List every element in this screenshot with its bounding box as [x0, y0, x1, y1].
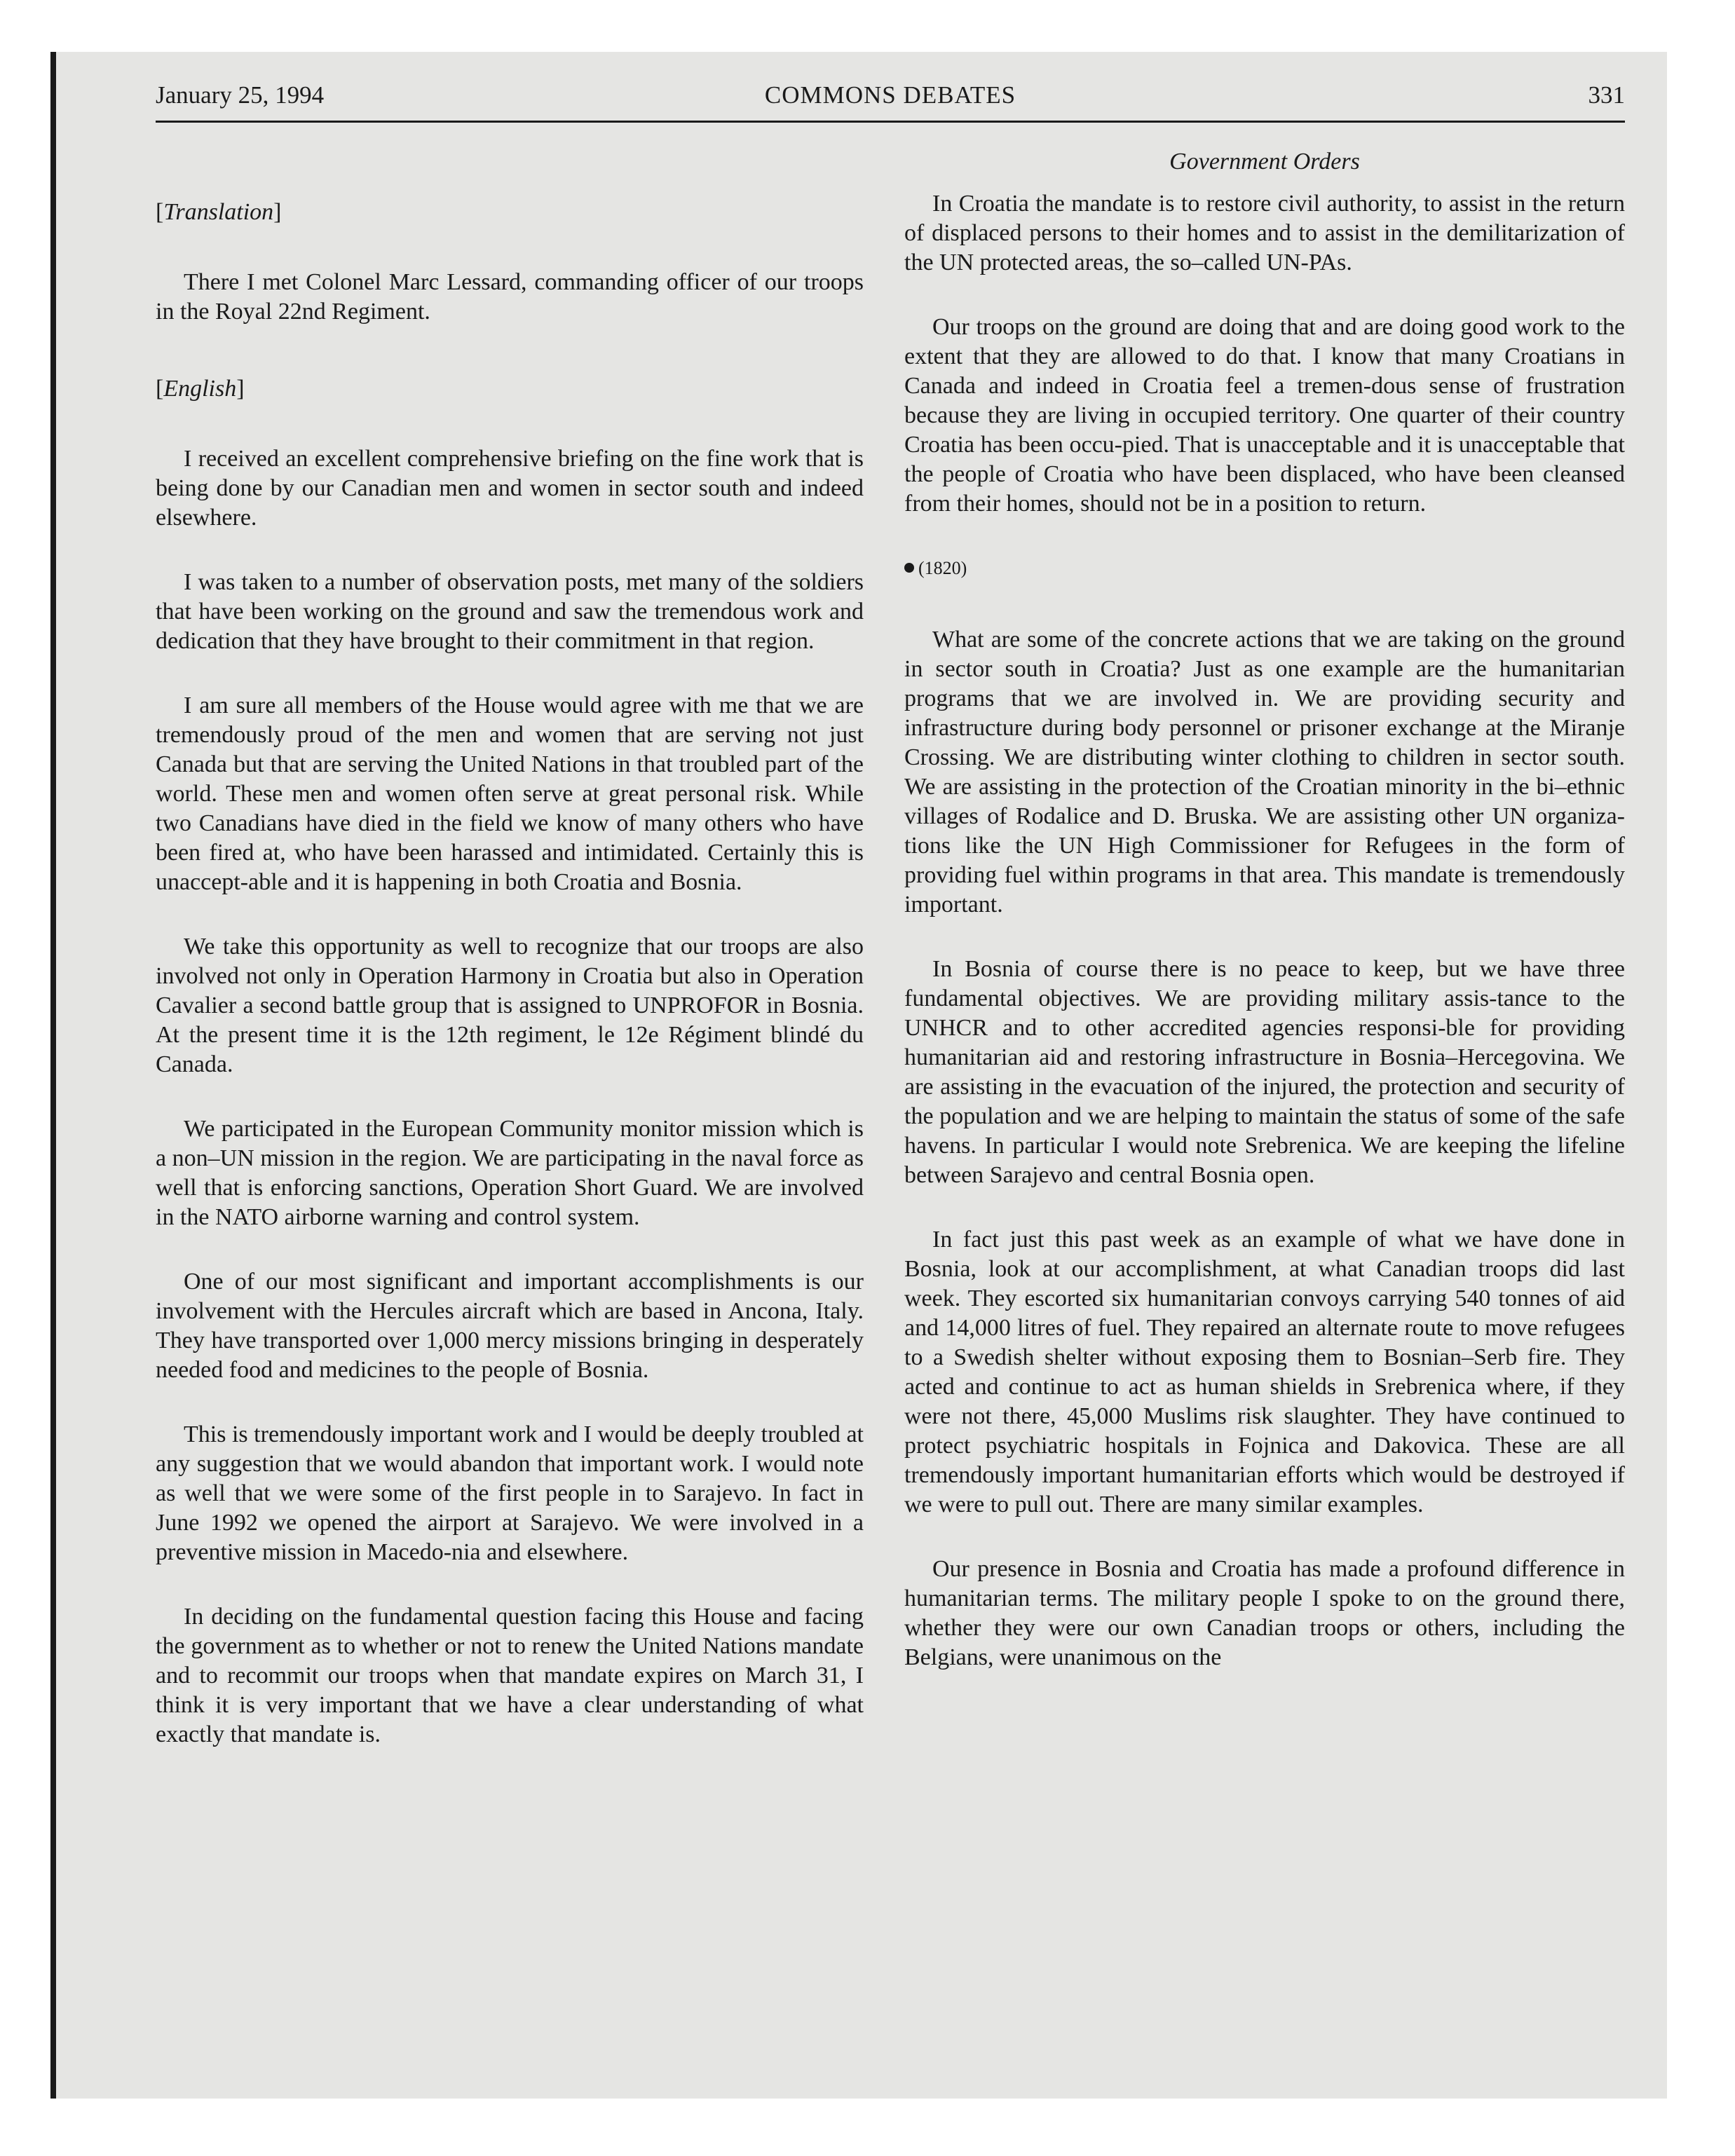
section-heading: Government Orders: [1169, 149, 1360, 175]
time-marker: [904, 554, 1625, 583]
paragraph: I was taken to a number of observation posts, met many of the soldiers that have been working on the ground and saw the tremendous work and dedication that they have brought to their commitment in that region.: [156, 569, 864, 654]
paragraph: In fact just this past week as an example of what we have done in Bosnia, look at our accomplishment, at what Canadian troops did last week. They escorted six humanitarian convoys carrying 540 tonnes of aid and 14,000 litres of fuel. They repaired an alternate route to move refugees to a Swedish shelter without exposing them to Bosnian–Serb fire. They acted and continue to act as human shields in Srebrenica where, if they were not there, 45,000 Muslims risk slaughter. They have continued to protect psychiatric hospitals in Fojnica and Dakovica. These are all tremendously important humanitarian efforts which would be destroyed if we were to pull out. There are many similar examples.: [904, 1227, 1625, 1517]
scan-edge: [50, 52, 56, 2099]
paragraph: In deciding on the fundamental question facing this House and facing the government as to whether or not to renew the United Nations mandate and to recommit our troops when that mandate expires on March 31, I think it is very important that we have a clear understanding of what exactly that mandate is.: [156, 1604, 864, 1747]
bullet-icon: [904, 563, 914, 573]
paragraph: One of our most significant and important accomplishments is our involvement with the Hercules aircraft which are based in Ancona, Italy. They have transported over 1,000 mercy missions bringing in desperately needed food and medicines to the people of Bosnia.: [156, 1269, 864, 1383]
paragraph: We take this opportunity as well to recognize that our troops are also involved not only in Operation Harmony in Croatia but also in Operation Cavalier a second battle group that is assigned to UNPROFOR in Bosnia. At the present time it is the 12th regiment, le 12e Régiment blindé du Canada.: [156, 934, 864, 1077]
paragraph: This is tremendously important work and I would be deeply troubled at any suggestion that we would abandon that important work. I would note as well that we were some of the first people in to Sarajevo. In fact in June 1992 we opened the airport at Sarajevo. We were involved in a preventive mission in Macedo-nia and elsewhere.: [156, 1421, 864, 1565]
left-column: [156, 147, 864, 1785]
paragraph: I am sure all members of the House would agree with me that we are tremendously proud of the men and women that are serving not just Canada but that are serving the United Nations in that troubled part of the world. These men and women often serve at great personal risk. While two Canadians have died in the field we know of many others who have been fired at, who have been harassed and intimidated. Certainly this is unaccept-able and it is happening in both Croatia and Bosnia.: [156, 692, 864, 895]
header-date: January 25, 1994: [156, 81, 325, 109]
running-head: [156, 76, 1625, 115]
time-marker-label: (1820): [918, 558, 967, 578]
right-column: [904, 147, 1625, 1707]
paragraph: What are some of the concrete actions that we are taking on the ground in sector south in Croatia? Just as one example are the humanitarian programs that we are involved in. We are providing security and infrastructure during body personnel or prisoner exchange at the Miranje Crossing. We are distributing winter clothing to children in sector south. We are assisting in the protection of the Croatian minority in the bi–ethnic villages of Rodalice and D. Bruska. We are assisting other UN organiza-tions like the UN High Commissioner for Refugees in the form of providing fuel within programs in that area. This mandate is tremendously important.: [904, 627, 1625, 917]
translation-tag: [Translation]: [156, 199, 282, 225]
paragraph: In Bosnia of course there is no peace to keep, but we have three fundamental objectives. We are providing military assis-tance to the UNHCR and to other accredited agencies responsi-ble for providing humanitarian aid and restoring infrastructure in Bosnia–Hercegovina. We are assisting in the evacuation of the injured, the protection and security of the population and we are helping to maintain the status of some of the safe havens. In particular I would note Srebrenica. We are keeping the lifeline between Sarajevo and central Bosnia open.: [904, 956, 1625, 1188]
header-rule: [156, 121, 1625, 123]
paragraph: I received an excellent comprehensive briefing on the fine work that is being done by our Canadian men and women in sector south and indeed elsewhere.: [156, 446, 864, 531]
paragraph: We participated in the European Community monitor mission which is a non–UN mission in the region. We are participating in the naval force as well that is enforcing sanctions, Operation Short Guard. We are involved in the NATO airborne warning and control system.: [156, 1116, 864, 1230]
paragraph: There I met Colonel Marc Lessard, commanding officer of our troops in the Royal 22nd Regiment.: [156, 269, 864, 325]
paragraph: Our troops on the ground are doing that and are doing good work to the extent that they are allowed to do that. I know that many Croatians in Canada and indeed in Croatia feel a tremen-dous sense of frustration because they are living in occupied territory. One quarter of their country Croatia has been occu-pied. That is unacceptable and it is unacceptable that the people of Croatia who have been displaced, who have been cleansed from their homes, should not be in a position to return.: [904, 314, 1625, 517]
paragraph: In Croatia the mandate is to restore civil authority, to assist in the return of displaced persons to their homes and to assist in the demilitarization of the UN protected areas, the so–called UN-PAs.: [904, 191, 1625, 275]
header-publication: COMMONS DEBATES: [764, 81, 1016, 109]
english-tag: [English]: [156, 376, 245, 402]
paragraph: Our presence in Bosnia and Croatia has made a profound difference in humanitarian terms. The military people I spoke to on the ground there, whether they were our own Canadian troops or others, including the Belgians, were unanimous on the: [904, 1556, 1625, 1670]
header-page-number: 331: [1588, 81, 1625, 109]
